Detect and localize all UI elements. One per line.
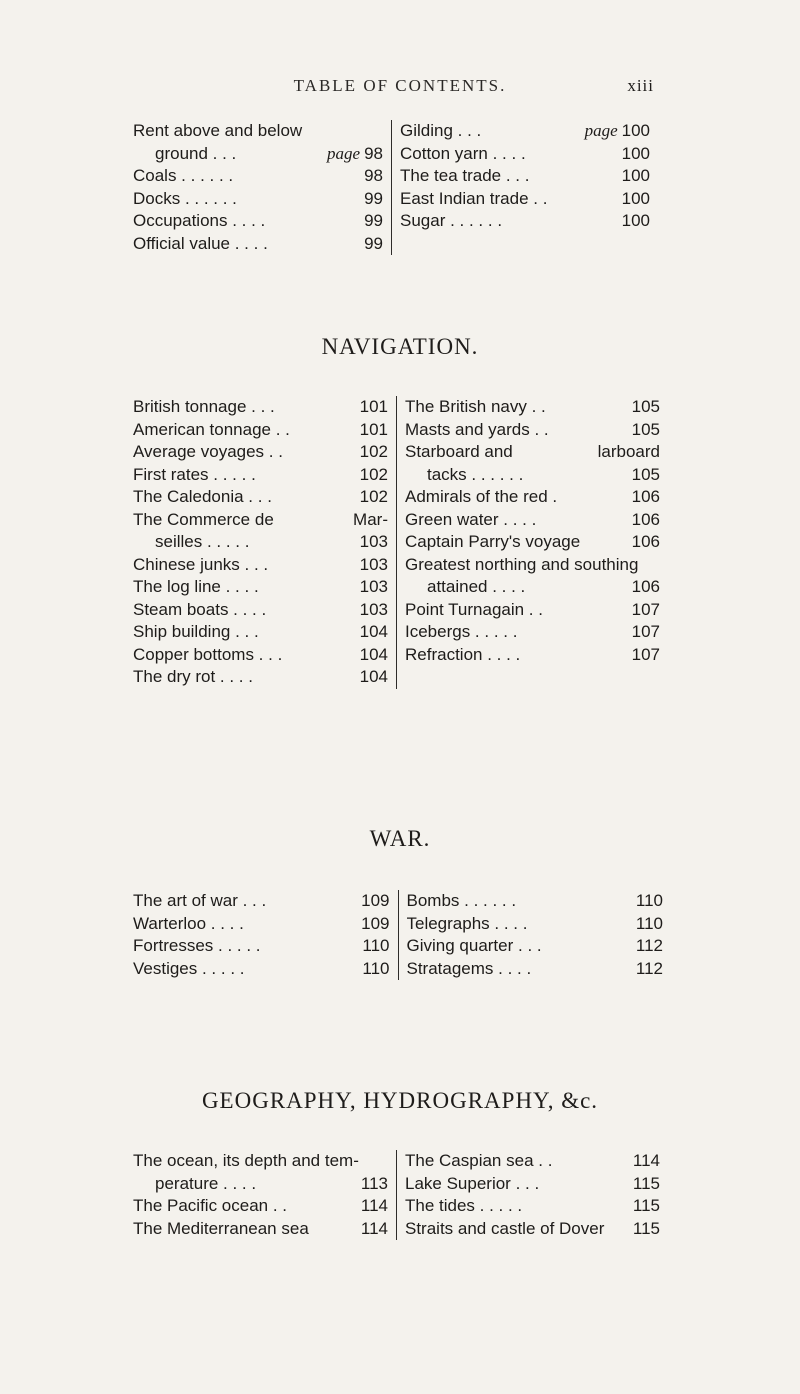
- entry-title: Steam boats . . . .: [133, 599, 267, 619]
- entry-page: [356, 666, 388, 689]
- entry-page: [356, 441, 388, 464]
- index-entry: [407, 890, 664, 913]
- entry-page: [618, 143, 650, 166]
- entry-page: [356, 486, 388, 509]
- index-entry: [133, 599, 388, 622]
- index-entry: [133, 233, 383, 256]
- page-value: 100: [621, 211, 650, 230]
- entry-title: Refraction . . . .: [405, 644, 521, 664]
- index-column-left: [133, 1150, 397, 1240]
- index-entry: [405, 621, 660, 644]
- entry-page: [628, 396, 660, 419]
- entry-title: ground . . .: [155, 143, 237, 163]
- entry-title: Chinese junks . . .: [133, 554, 269, 574]
- entry-title: Green water . . . .: [405, 509, 537, 529]
- entry-title: Sugar . . . . . .: [400, 211, 503, 230]
- index-entry: [405, 576, 660, 599]
- index-entry: [133, 621, 388, 644]
- entry-title: The tides . . . . .: [405, 1196, 523, 1215]
- entry-page: [629, 1173, 660, 1196]
- entry-title: American tonnage . .: [133, 419, 290, 439]
- page-value: 100: [621, 121, 650, 140]
- entry-title: Fortresses . . . . .: [133, 936, 261, 955]
- entry-title: Copper bottoms . . .: [133, 644, 283, 664]
- page-value: 103: [359, 554, 388, 574]
- entry-page: [357, 913, 389, 936]
- page-value: 112: [635, 958, 663, 978]
- entry-page: [618, 165, 650, 188]
- entry-page: [356, 554, 388, 577]
- entry-page: [632, 913, 663, 936]
- entry-page: [628, 644, 660, 667]
- entry-page: [581, 120, 650, 143]
- index-entry: [133, 419, 388, 442]
- entry-title: attained . . . .: [427, 577, 526, 596]
- entry-page: [358, 935, 389, 958]
- page-value: 106: [631, 487, 660, 506]
- page-value: 99: [364, 211, 383, 230]
- entry-page: [618, 210, 650, 233]
- entry-title: The Pacific ocean . .: [133, 1196, 288, 1215]
- index-entry: [133, 143, 383, 166]
- index-entry: [133, 554, 388, 577]
- page-value: 106: [631, 577, 660, 596]
- page-value: 113: [360, 1173, 388, 1193]
- entry-title: Docks . . . . . .: [133, 188, 237, 208]
- index-entry: [133, 958, 390, 981]
- index-column-right: [392, 120, 658, 255]
- index-entry: [133, 165, 383, 188]
- entry-page: [360, 233, 383, 256]
- entry-title: Vestiges . . . . .: [133, 958, 245, 978]
- index-column-left: [133, 890, 399, 980]
- page-number: xiii: [627, 76, 654, 95]
- index-entry: [405, 531, 660, 554]
- index-entry: [405, 1173, 660, 1196]
- section-heading-geography: GEOGRAPHY, HYDROGRAPHY, &c.: [201, 1088, 599, 1113]
- index-entry: [133, 120, 383, 143]
- index-block-war: [133, 890, 671, 980]
- page-value: 99: [364, 188, 383, 208]
- index-entry: [400, 143, 650, 166]
- entry-page: [628, 531, 660, 554]
- entry-title: British tonnage . . .: [133, 397, 275, 416]
- entry-title: The art of war . . .: [133, 891, 267, 910]
- index-entry: [133, 644, 388, 667]
- index-entry: [133, 396, 388, 419]
- entry-page: [628, 621, 660, 644]
- page-value: 107: [631, 644, 660, 664]
- entry-page: [632, 935, 663, 958]
- entry-page: [356, 576, 388, 599]
- index-column-right: [397, 1150, 668, 1240]
- entry-title: Icebergs . . . . .: [405, 622, 518, 641]
- entry-title: Admirals of the red .: [405, 487, 558, 506]
- entry-page: [629, 1195, 660, 1218]
- entry-page: [358, 958, 389, 981]
- index-entry: [407, 913, 664, 936]
- entry-page: [656, 554, 660, 577]
- entry-page: [357, 890, 389, 913]
- entry-title: Ship building . . .: [133, 622, 259, 641]
- entry-page: [384, 1150, 388, 1173]
- page-value: 110: [635, 913, 663, 933]
- index-entry: [405, 419, 660, 442]
- entry-title: tacks . . . . . .: [427, 464, 524, 484]
- entry-page: [360, 210, 383, 233]
- page-value: 109: [361, 891, 390, 910]
- index-entry: [405, 599, 660, 622]
- entry-page: [356, 644, 388, 667]
- entry-page: [360, 165, 383, 188]
- entry-title: Captain Parry's voyage: [405, 532, 581, 551]
- entry-title: Official value . . . .: [133, 233, 268, 253]
- page-value: 103: [359, 532, 388, 551]
- entry-page: [349, 509, 388, 532]
- entry-title: Gilding . . .: [400, 121, 482, 140]
- section-heading-navigation: NAVIGATION.: [321, 334, 479, 359]
- page-value: 110: [362, 936, 390, 955]
- entry-title: Straits and castle of Dover: [405, 1218, 605, 1238]
- entry-title: Cotton yarn . . . .: [400, 143, 526, 163]
- entry-page: [618, 188, 650, 211]
- entry-title: Point Turnagain . .: [405, 599, 543, 619]
- index-entry: [133, 188, 383, 211]
- entry-title: Bombs . . . . . .: [406, 891, 517, 910]
- entry-title: The Mediterranean sea: [133, 1218, 309, 1238]
- entry-page: [628, 576, 660, 599]
- page-value: 104: [359, 644, 388, 664]
- index-column-left: [133, 120, 392, 255]
- entry-title: East Indian trade . .: [400, 188, 548, 208]
- entry-page: [628, 464, 660, 487]
- index-entry: [133, 576, 388, 599]
- page-value: 105: [631, 397, 660, 416]
- index-entry: [133, 890, 390, 913]
- entry-title: Occupations . . . .: [133, 211, 266, 230]
- entry-page: [356, 419, 388, 442]
- entry-title: Rent above and below: [133, 121, 303, 140]
- page-value: 99: [364, 233, 383, 253]
- page-value: 114: [360, 1196, 388, 1215]
- page-value: 100: [621, 166, 650, 185]
- entry-title: Starboard and: [405, 442, 513, 461]
- page-value: 114: [632, 1151, 660, 1170]
- page-value: 106: [631, 532, 660, 551]
- entry-page: [357, 1195, 388, 1218]
- page-value: 114: [360, 1218, 388, 1238]
- entry-title: The Caspian sea . .: [405, 1151, 553, 1170]
- page-value: 104: [359, 622, 388, 641]
- entry-page: [323, 143, 383, 166]
- page-value: 109: [361, 913, 390, 933]
- entry-page: [357, 1173, 388, 1196]
- entry-title: Average voyages . .: [133, 442, 283, 461]
- index-entry: [405, 509, 660, 532]
- index-block-geography: [133, 1150, 668, 1240]
- entry-page: [379, 120, 383, 143]
- entry-page: [629, 1150, 660, 1173]
- page-value: 103: [359, 599, 388, 619]
- index-column-right: [397, 396, 668, 689]
- index-entry: [133, 1195, 388, 1218]
- page-value: 115: [632, 1218, 660, 1238]
- index-entry: [133, 464, 388, 487]
- index-entry: [133, 1218, 388, 1241]
- entry-title: Giving quarter . . .: [406, 936, 542, 955]
- entry-page: [628, 509, 660, 532]
- index-entry: [133, 935, 390, 958]
- entry-page: [628, 419, 660, 442]
- index-entry: [133, 1173, 388, 1196]
- entry-page: [357, 1218, 388, 1241]
- index-entry: [133, 666, 388, 689]
- page-prefix: page: [327, 143, 361, 163]
- entry-title: The dry rot . . . .: [133, 667, 253, 686]
- index-entry: [133, 531, 388, 554]
- entry-page: [628, 599, 660, 622]
- entry-title: The Caledonia . . .: [133, 487, 272, 506]
- page-value: Mar-: [353, 509, 388, 529]
- entry-page: [356, 621, 388, 644]
- index-entry: [133, 913, 390, 936]
- index-block-navigation: [133, 396, 668, 689]
- page-value: 115: [632, 1196, 660, 1215]
- index-entry: [405, 644, 660, 667]
- page-value: 100: [621, 188, 650, 208]
- index-entry: [405, 1150, 660, 1173]
- entry-title: Warterloo . . . .: [133, 913, 244, 933]
- page-value: 101: [359, 397, 388, 416]
- page-value: 105: [631, 419, 660, 439]
- index-entry: [400, 188, 650, 211]
- entry-title: The log line . . . .: [133, 577, 259, 596]
- page-value: 98: [364, 166, 383, 185]
- index-entry: [405, 554, 660, 577]
- index-entry: [133, 210, 383, 233]
- entry-title: The Commerce de: [133, 509, 274, 529]
- index-entry: [405, 396, 660, 419]
- page-value: 102: [359, 442, 388, 461]
- page-value: 112: [635, 936, 663, 955]
- entry-title: perature . . . .: [155, 1173, 257, 1193]
- index-entry: [133, 509, 388, 532]
- index-entry: [407, 935, 664, 958]
- page-value: 110: [635, 891, 663, 910]
- entry-page: [356, 599, 388, 622]
- index-entry: [405, 486, 660, 509]
- entry-page: [629, 1218, 660, 1241]
- entry-title: seilles . . . . .: [155, 532, 250, 551]
- entry-page: [628, 486, 660, 509]
- page-value: 104: [359, 667, 388, 686]
- entry-page: [360, 188, 383, 211]
- index-block-intro: [133, 120, 658, 255]
- index-entry: [405, 464, 660, 487]
- entry-title: The British navy . .: [405, 397, 546, 416]
- page-value: larboard: [597, 442, 660, 461]
- entry-title: Coals . . . . . .: [133, 166, 234, 185]
- page-value: 98: [364, 143, 383, 163]
- running-head: [0, 76, 800, 106]
- page-value: 107: [631, 622, 660, 641]
- page-value: 107: [631, 599, 660, 619]
- entry-title: The tea trade . . .: [400, 166, 530, 185]
- entry-title: Telegraphs . . . .: [406, 913, 528, 933]
- index-column-right: [399, 890, 672, 980]
- entry-page: [632, 890, 663, 913]
- page-value: 103: [359, 577, 388, 596]
- index-entry: [400, 210, 650, 233]
- index-entry: [133, 486, 388, 509]
- page-value: 102: [359, 464, 388, 484]
- index-entry: [400, 165, 650, 188]
- running-head-title: TABLE OF CONTENTS.: [293, 76, 507, 95]
- index-entry: [407, 958, 664, 981]
- index-entry: [133, 441, 388, 464]
- entry-title: The ocean, its depth and tem-: [133, 1151, 359, 1170]
- page-prefix: page: [584, 121, 618, 140]
- entry-page: [356, 531, 388, 554]
- entry-page: [356, 396, 388, 419]
- page-value: 106: [631, 509, 660, 529]
- entry-title: Lake Superior . . .: [405, 1173, 540, 1193]
- page-value: 100: [621, 143, 650, 163]
- section-heading-war: WAR.: [369, 826, 431, 851]
- entry-title: First rates . . . . .: [133, 464, 256, 484]
- entry-page: [594, 441, 660, 464]
- index-entry: [133, 1150, 388, 1173]
- index-entry: [405, 1218, 660, 1241]
- page-value: 101: [359, 419, 388, 439]
- page-value: 115: [632, 1173, 660, 1193]
- entry-title: Stratagems . . . .: [406, 958, 532, 978]
- page-value: 105: [631, 464, 660, 484]
- page-value: 110: [362, 958, 390, 978]
- index-entry: [405, 1195, 660, 1218]
- entry-page: [632, 958, 663, 981]
- index-column-left: [133, 396, 397, 689]
- entry-title: Greatest northing and southing: [405, 554, 639, 574]
- entry-page: [356, 464, 388, 487]
- index-entry: [400, 120, 650, 143]
- index-entry: [405, 441, 660, 464]
- page-value: 102: [359, 487, 388, 506]
- entry-title: Masts and yards . .: [405, 419, 549, 439]
